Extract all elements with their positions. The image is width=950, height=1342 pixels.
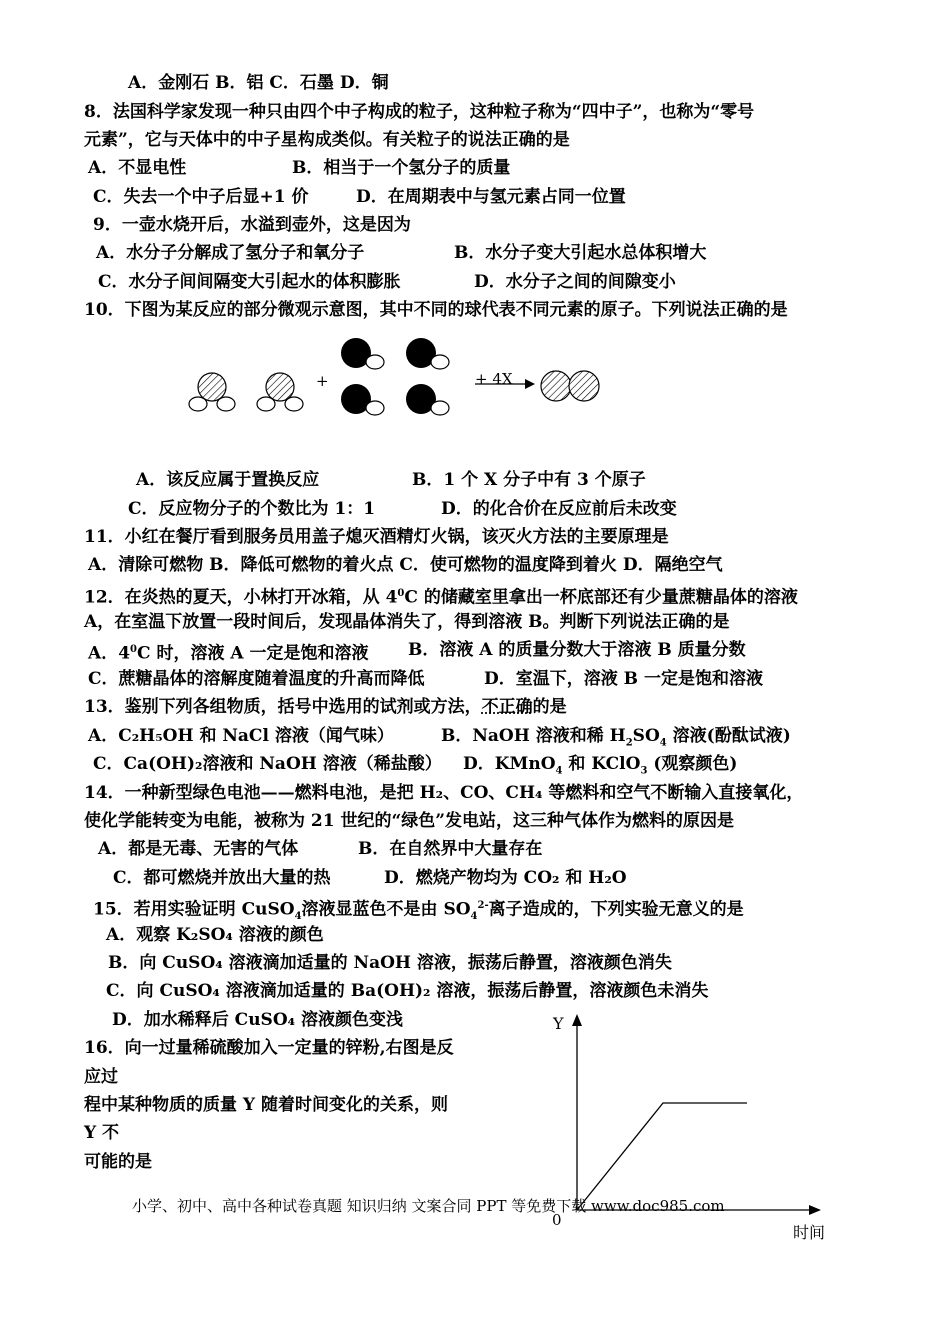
x-axis-arrow	[809, 1205, 821, 1215]
q9-stem: 9．一壶水烧开后，水溢到壶外，这是因为	[93, 215, 411, 235]
q8-option-d: D．在周期表中与氢元素占同一位置	[356, 187, 626, 207]
reaction-plus: +	[316, 372, 329, 390]
curve	[577, 1103, 747, 1210]
reactant-molecule-3	[341, 338, 384, 369]
q15-stem: 15．若用实验证明 CuSO$_4$溶液显蓝色不是由 $SO_4^{2-}$离子造成的，下列实验无意义的是	[93, 899, 744, 923]
q12-stem-line1: 12．在炎热的夏天，小林打开冰箱，从 $4^0C$ 的储藏室里拿出一杯底部还有少量蔗糖晶体的溶液	[84, 587, 798, 608]
q8-option-a: A．不显电性	[88, 158, 187, 178]
q13-option-a: A．C₂H₅OH 和 NaCl 溶液（闻气味）	[88, 726, 394, 746]
q13-option-c: C．Ca(OH)₂溶液和 NaOH 溶液（稀盐酸）	[93, 754, 442, 774]
q10-stem: 10．下图为某反应的部分微观示意图，其中不同的球代表不同元素的原子。下列说法正确的是	[84, 300, 788, 320]
q9-option-b: B．水分子变大引起水总体积增大	[454, 243, 707, 263]
q14-stem-line2: 使化学能转变为电能，被称为 21 世纪的“绿色”发电站，这三种气体作为燃料的原因是	[84, 811, 735, 831]
q8-stem-line1: 8．法国科学家发现一种只由四个中子构成的粒子，这种粒子称为“四中子”，也称为“零号	[84, 102, 755, 122]
graph-y-label: Y	[553, 1014, 564, 1033]
q13-stem: 13．鉴别下列各组物质，括号中选用的试剂或方法，不正确的是	[84, 697, 567, 717]
q9-option-a: A．水分子分解成了氢分子和氧分子	[96, 243, 365, 263]
reactant-molecule-1	[189, 373, 235, 411]
q16-stem-line5: 可能的是	[84, 1152, 152, 1172]
q8-stem-line2: 元素”，它与天体中的中子星构成类似。有关粒子的说法正确的是	[84, 130, 570, 150]
q9-option-d: D．水分子之间的间隙变小	[474, 272, 676, 292]
reactant-molecule-5	[341, 384, 384, 415]
q10-option-c: C．反应物分子的个数比为 1：1	[128, 499, 376, 519]
graph-x-label: 时间	[793, 1223, 826, 1242]
reaction-diagram	[180, 335, 620, 425]
q15-option-c: C．向 CuSO₄ 溶液滴加适量的 Ba(OH)₂ 溶液，振荡后静置，溶液颜色未消失	[106, 981, 709, 1001]
q14-option-c: C．都可燃烧并放出大量的热	[113, 868, 331, 888]
graph-origin-label: 0	[552, 1211, 562, 1229]
q15-option-a: A．观察 K₂SO₄ 溶液的颜色	[106, 925, 324, 945]
q11-options: A．清除可燃物 B．降低可燃物的着火点 C．使可燃物的温度降到着火 D．隔绝空气	[88, 555, 723, 575]
q12-option-d: D．室温下，溶液 B 一定是饱和溶液	[484, 669, 763, 689]
q14-option-a: A．都是无毒、无害的气体	[98, 839, 299, 859]
q7-options: A．金刚石 B．铝 C．石墨 D．铜	[128, 73, 389, 93]
q11-stem: 11．小红在餐厅看到服务员用盖子熄灭酒精灯火锅，该灭火方法的主要原理是	[84, 527, 669, 547]
q12-option-a: A．$4^0C$ 时，溶液 A 一定是饱和溶液	[88, 643, 369, 664]
q16-stem-line4: Y 不	[84, 1123, 120, 1143]
q16-stem-line1: 16．向一过量稀硫酸加入一定量的锌粉,右图是反	[84, 1038, 454, 1058]
footer-watermark: 小学、初中、高中各种试卷真题 知识归纳 文案合同 PPT 等免费下载 www.doc985.com	[132, 1197, 725, 1215]
q15-option-b: B．向 CuSO₄ 溶液滴加适量的 NaOH 溶液，振荡后静置，溶液颜色消失	[108, 953, 672, 973]
q8-option-b: B．相当于一个氢分子的质量	[292, 158, 511, 178]
q10-option-a: A．该反应属于置换反应	[136, 470, 320, 490]
q10-option-d: D．的化合价在反应前后未改变	[441, 499, 677, 519]
q16-stem-line2: 应过	[84, 1067, 118, 1087]
q12-stem-line2: A，在室温下放置一段时间后，发现晶体消失了，得到溶液 B。判断下列说法正确的是	[84, 612, 730, 632]
q10-option-b: B．1 个 X 分子中有 3 个原子	[412, 470, 646, 490]
reaction-arrow-label: + 4X	[475, 370, 513, 388]
q8-option-c: C．失去一个中子后显+1 价	[93, 187, 309, 207]
q16-stem-line3: 程中某种物质的质量 Y 随着时间变化的关系，则	[84, 1095, 448, 1115]
reactant-molecule-4	[406, 338, 449, 369]
q13-option-d: D．KMnO$_4$ 和 KClO$_3$ (观察颜色)	[463, 754, 738, 777]
q13-option-b: B．NaOH 溶液和稀 $H_2SO_4$ 溶液(酚酞试液)	[441, 726, 791, 749]
y-axis-arrow	[572, 1014, 582, 1026]
q12-option-b: B．溶液 A 的质量分数大于溶液 B 质量分数	[408, 640, 746, 660]
q14-option-d: D．燃烧产物均为 CO₂ 和 H₂O	[384, 868, 627, 888]
product-molecule	[541, 371, 599, 401]
q9-option-c: C．水分子间间隔变大引起水的体积膨胀	[98, 272, 401, 292]
reactant-molecule-2	[257, 373, 303, 411]
q14-stem-line1: 14．一种新型绿色电池——燃料电池，是把 H₂、CO、CH₄ 等燃料和空气不断输入直接氧化，	[84, 783, 804, 803]
q16-graph	[545, 1010, 845, 1225]
q12-option-c: C．蔗糖晶体的溶解度随着温度的升高而降低	[88, 669, 425, 689]
q14-option-b: B．在自然界中大量存在	[358, 839, 543, 859]
q15-option-d: D．加水稀释后 CuSO₄ 溶液颜色变浅	[112, 1010, 403, 1030]
reactant-molecule-6	[406, 384, 449, 415]
